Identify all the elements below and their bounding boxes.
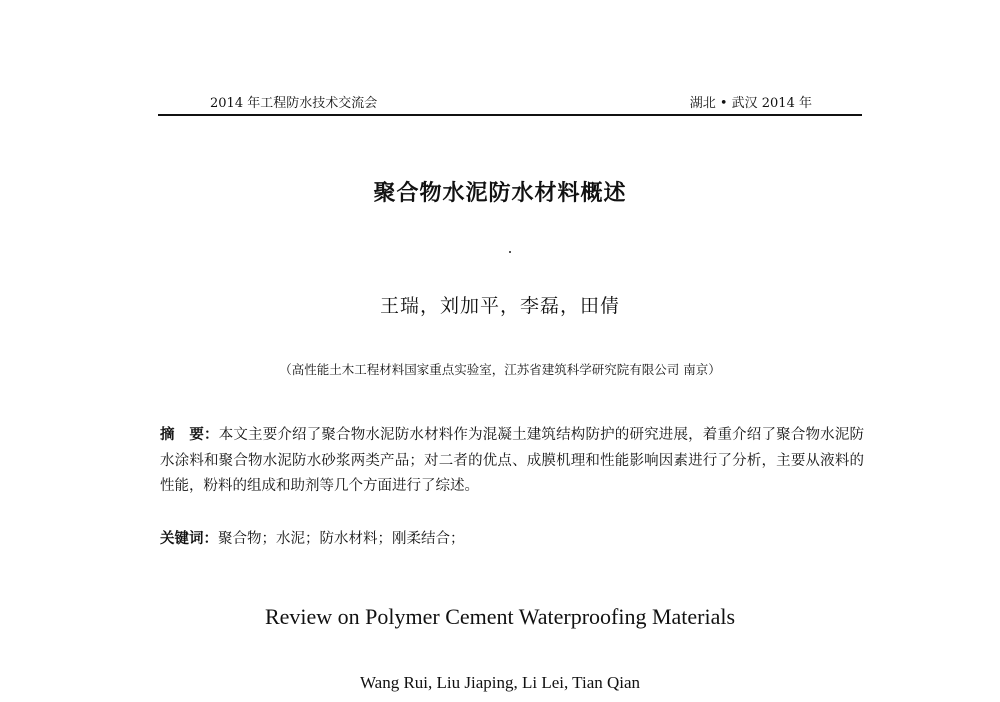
running-header xyxy=(158,90,862,112)
paper-title-cn: 聚合物水泥防水材料概述 xyxy=(373,181,627,206)
header-location-year: 湖北 • 武汉 2014 年 xyxy=(689,96,812,111)
scan-speck xyxy=(509,251,511,253)
keywords-cn xyxy=(160,527,864,548)
affiliation-cn: （高性能土木工程材料国家重点实验室，江苏省建筑科学研究院有限公司 南京） xyxy=(279,362,721,377)
keywords-text: 聚合物；水泥；防水材料；刚柔结合； xyxy=(218,531,465,547)
authors-cn: 王瑞，刘加平，李磊，田倩 xyxy=(379,295,620,317)
header-rule xyxy=(158,114,862,116)
header-conference: 2014 年工程防水技术交流会 xyxy=(210,96,378,111)
authors-en: Wang Rui, Liu Jiaping, Li Lei, Tian Qian xyxy=(359,673,641,692)
abstract-label: 摘 要： xyxy=(160,427,219,443)
abstract-text: 本文主要介绍了聚合物水泥防水材料作为混凝土建筑结构防护的研究进展，着重介绍了聚合物水泥防水涂料和聚合物水泥防水砂浆两类产品；对二者的优点、成膜机理和性能影响因素进行了分析，主要从液料的性能，粉料的组成和助剂等几个方面进行了综述。 xyxy=(160,427,865,494)
paper-title-en: Review on Polymer Cement Waterproofing Materials xyxy=(264,604,736,629)
abstract-cn xyxy=(160,423,864,500)
keywords-label: 关键词： xyxy=(160,531,218,547)
